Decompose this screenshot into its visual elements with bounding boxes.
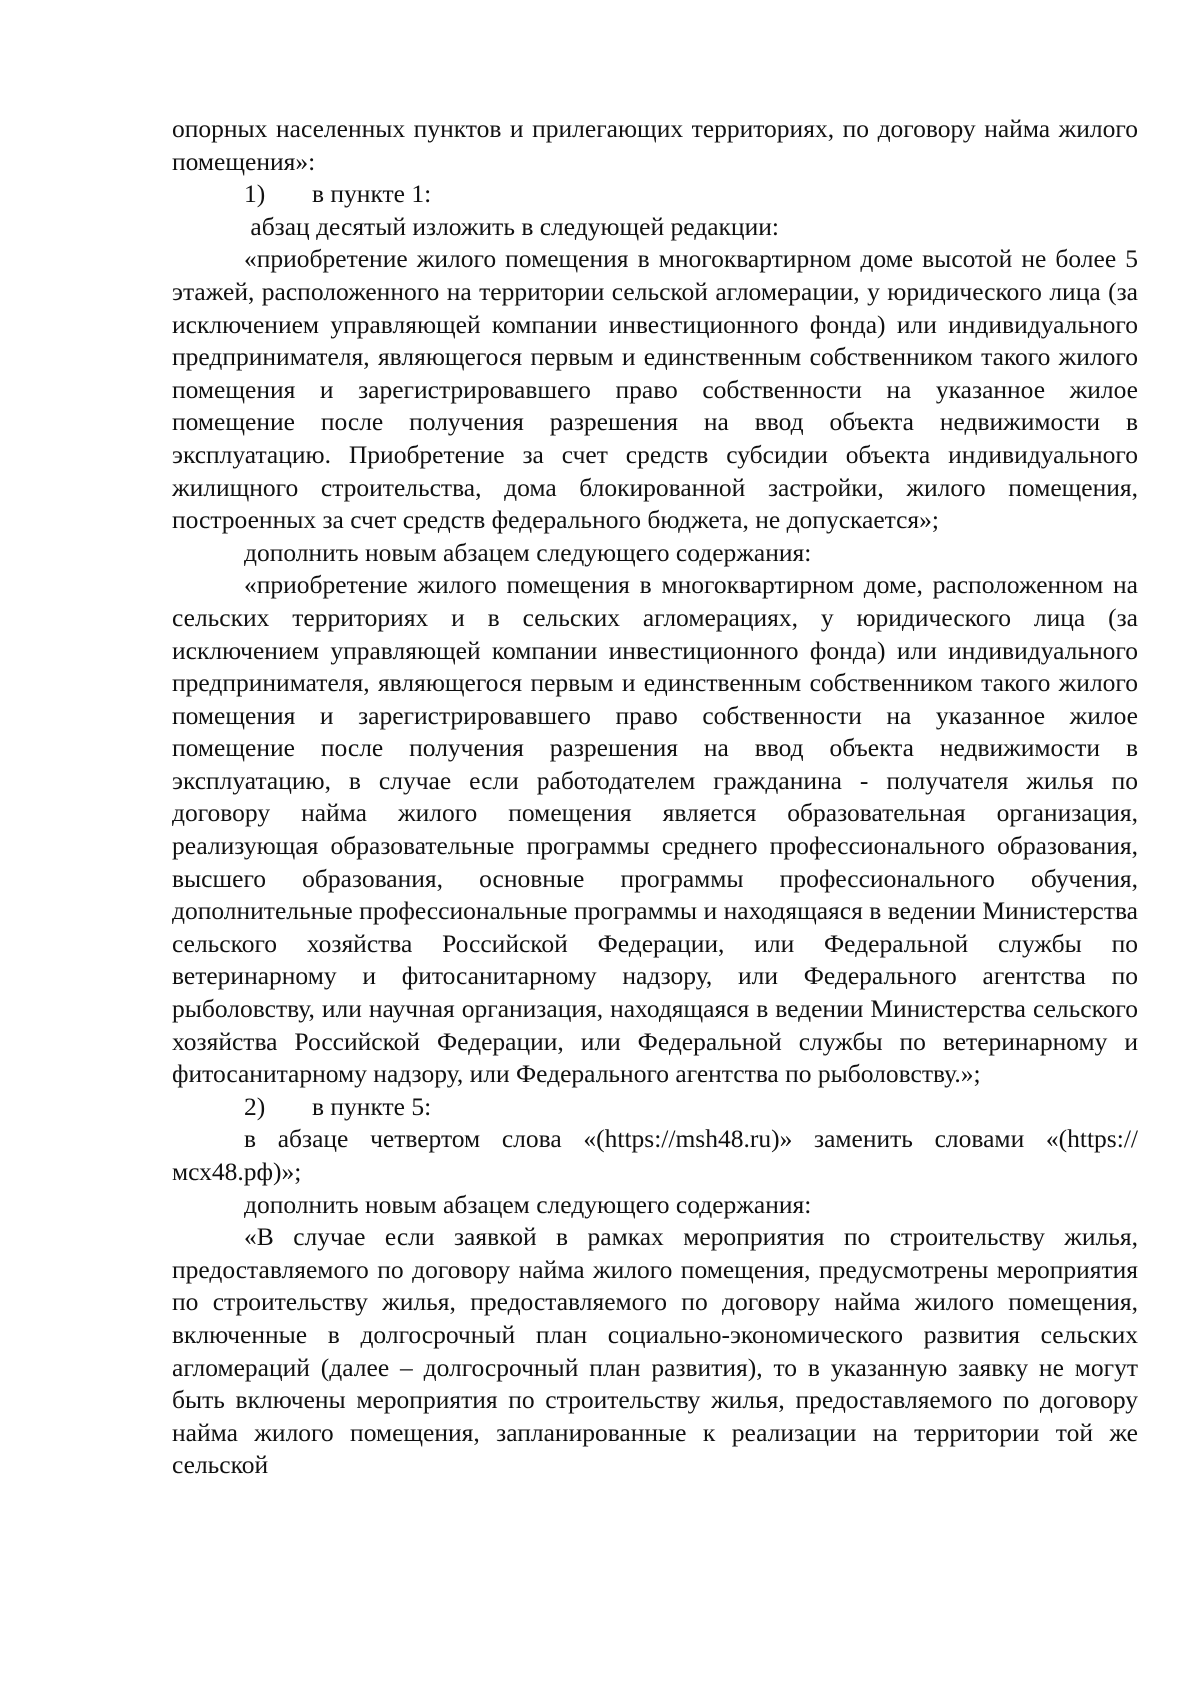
paragraph-quote-2: «приобретение жилого помещения в многоквартирном доме, расположенном на сельских территориях и в сельских агломерациях, у юридического лица (за исключением управляющей компании инвестиционного фонда) или индивидуального предпринимателя, являющегося первым и единственным собственником такого жилого помещения и зарегистрировавшего право собственности на указанное жилое помещение после получения разрешения на ввод объекта недвижимости в эксплуатацию, в случае если работодателем гражданина - получателя жилья по договору найма жилого помещения является образовательная организация, реализующая образовательные программы среднего профессионального образования, высшего образования, основные программы профессионального обучения, дополнительные профессиональные программы и находящаяся в ведении Министерства сельского хозяйства Российской Федерации, или Федеральной службы по ветеринарному и фитосанитарному надзору, или Федерального агентства по рыболовству, или научная организация, находящаяся в ведении Министерства сельского хозяйства Российской Федерации, или Федеральной службы по ветеринарному и фитосанитарному надзору, или Федерального агентства по рыболовству.»; <box>172 570 1138 1089</box>
paragraph-quote-1: «приобретение жилого помещения в многоквартирном доме высотой не более 5 этажей, расположенного на территории сельской агломерации, у юридического лица (за исключением управляющей компании инвестиционного фонда) или индивидуального предпринимателя, являющегося первым и единственным собственником такого жилого помещения и зарегистрировавшего право собственности на указанное жилое помещение после получения разрешения на ввод объекта недвижимости в эксплуатацию. Приобретение за счет средств субсидии объекта индивидуального жилищного строительства, дома блокированной застройки, жилого помещения, построенных за счет средств федерального бюджета, не допускается»; <box>172 244 1138 535</box>
list-item-2 <box>172 1091 1138 1124</box>
paragraph-add-1: дополнить новым абзацем следующего содержания: <box>244 537 812 567</box>
paragraph-quote-3: «В случае если заявкой в рамках мероприятия по строительству жилья, предоставляемого по договору найма жилого помещения, предусмотрены мероприятия по строительству жилья, предоставляемого по договору найма жилого помещения, включенные в долгосрочный план социально-экономического развития сельских агломераций (далее – долгосрочный план развития), то в указанную заявку не могут быть включены мероприятия по строительству жилья, предоставляемого по договору найма жилого помещения, запланированные к реализации на территории той же сельской <box>172 1222 1138 1480</box>
paragraph-abzac-10: абзац десятый изложить в следующей редакции: <box>244 211 779 241</box>
list-item-1 <box>172 178 1138 211</box>
document-page <box>172 113 1138 1482</box>
list-item-1-number: 1) <box>244 179 266 209</box>
paragraph-intro: опорных населенных пунктов и прилегающих территориях, по договору найма жилого помещения»: <box>172 114 1138 176</box>
paragraph-replace: в абзаце четвертом слова «(https://msh48.ru)» заменить словами «(https://мсх48.рф)»; <box>172 1124 1138 1186</box>
list-item-1-text: в пункте 1: <box>312 179 432 209</box>
list-item-2-number: 2) <box>244 1091 266 1121</box>
paragraph-add-2: дополнить новым абзацем следующего содержания: <box>244 1189 812 1219</box>
list-item-2-text: в пункте 5: <box>312 1091 432 1121</box>
